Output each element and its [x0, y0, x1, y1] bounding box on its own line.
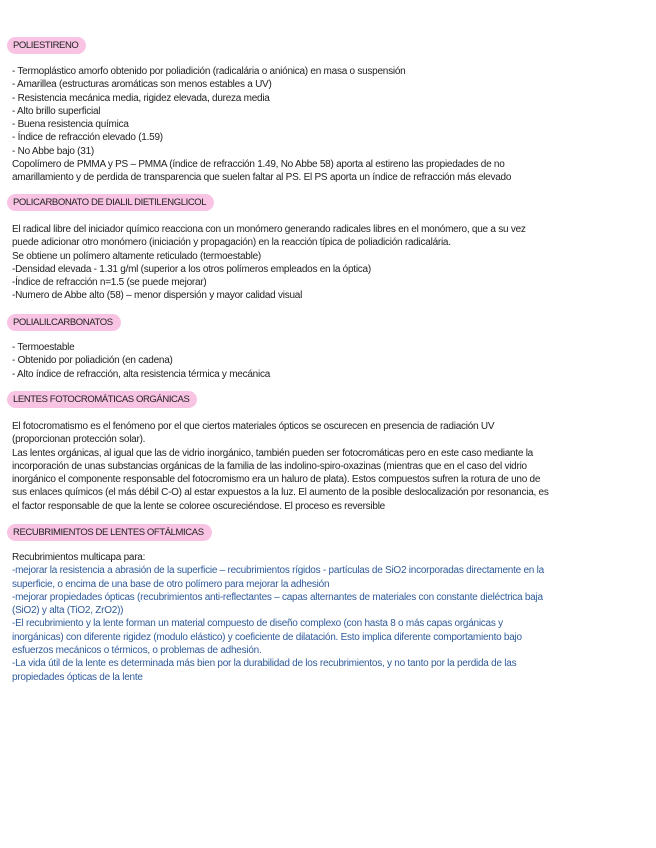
text-line: -La vida útil de la lente es determinada más bien por la durabilidad de los recubrimientos, y no tanto por la perdida de las [12, 658, 517, 670]
section-poliestireno [12, 65, 642, 185]
text-line: esfuerzos mecánicos o térmicos, o problemas de adhesión. [12, 645, 262, 657]
text-line: - Alto índice de refracción, alta resistencia térmica y mecánica [12, 368, 271, 380]
section-fotocromaticas [12, 420, 642, 513]
text-line: (proporcionan protección solar). [12, 434, 146, 446]
text-line: - Índice de refracción elevado (1.59) [12, 132, 163, 144]
text-line: El fotocromatismo es el fenómeno por el que ciertos materiales ópticos se oscurecen en presencia de radiación UV [12, 421, 495, 432]
text-line: propiedades ópticas de la lente [12, 671, 143, 683]
text-line: - Resistencia mecánica media, rigidez elevada, dureza media [12, 92, 270, 104]
section-polialilcarbonatos [12, 341, 642, 381]
heading-policarbonato: POLICARBONATO DE DIALIL DIETILENGLICOL [7, 194, 214, 211]
text-line: -Índice de refracción n=1.5 (se puede mejorar) [12, 277, 207, 289]
heading-poliestireno: POLIESTIRENO [7, 37, 86, 54]
text-line: Recubrimientos multicapa para: [12, 552, 146, 563]
text-line: superficie, o encima de una base de otro polímero para mejorar la adhesión [12, 578, 330, 590]
text-line: -mejorar propiedades ópticas (recubrimientos anti-reflectantes – capas alternantes de materiales con constante dieléctrica baja [12, 591, 543, 603]
heading-polialilcarbonatos: POLIALILCARBONATOS [7, 314, 121, 331]
section-policarbonato [12, 223, 642, 303]
section-recubrimientos [12, 551, 642, 684]
text-line: El radical libre del iniciador químico reacciona con un monómero generando radicales libres en el monómero, que a su vez [12, 224, 526, 235]
text-line: Las lentes orgánicas, al igual que las de vidrio inorgánico, también pueden ser fotocromáticas pero en este caso mediante la [12, 447, 533, 459]
heading-recubrimientos: RECUBRIMIENTOS DE LENTES OFTÁLMICAS [7, 524, 212, 541]
text-line: - Alto brillo superficial [12, 105, 101, 117]
text-line: - No Abbe bajo (31) [12, 145, 94, 157]
text-line: inorgánicas) con diferente rigidez (modulo elástico) y coeficiente de dilatación. Esto implica diferente comportamiento bajo [12, 631, 522, 643]
text-line: el factor responsable de que la lente se coloree oscureciéndose. El proceso es reversible [12, 500, 385, 512]
text-line: - Buena resistencia química [12, 119, 129, 131]
text-line: -mejorar la resistencia a abrasión de la superficie – recubrimientos rígidos - partículas de SiO2 incorporadas directamente en la [12, 565, 544, 577]
text-line: - Obtenido por poliadición (en cadena) [12, 355, 173, 367]
text-line: inorgánico el componente responsable del fotocromismo era un haluro de plata). Estos compuestos sufren la rotura de uno de [12, 474, 541, 486]
text-line: - Amarillea (estructuras aromáticas son menos estables a UV) [12, 79, 272, 91]
text-line: -Densidad elevada - 1.31 g/ml (superior a los otros polímeros empleados en la óptica) [12, 263, 371, 275]
text-line: Se obtiene un polímero altamente reticulado (termoestable) [12, 250, 261, 262]
heading-fotocromaticas: LENTES FOTOCROMÁTICAS ORGÁNICAS [7, 391, 197, 408]
text-line: amarillamiento y de perdida de transparencia que suelen faltar al PS. El PS aporta un índice de refracción más elevado [12, 172, 512, 184]
text-line: (SiO2) y alta (TiO2, ZrO2)) [12, 605, 124, 617]
text-line: sus enlaces químicos (el más débil C-O) al estar expuestos a la luz. El aumento de la posible deslocalización por resonancia, es [12, 487, 549, 499]
text-line: - Termoplástico amorfo obtenido por poliadición (radicalária o aniónica) en masa o suspensión [12, 66, 406, 77]
text-line: - Termoestable [12, 342, 75, 353]
text-line: -Numero de Abbe alto (58) – menor dispersión y mayor calidad visual [12, 290, 303, 302]
text-line: puede adicionar otro monómero (iniciación y propagación) en la reacción típica de poliadición radicalária. [12, 237, 451, 249]
text-line: -El recubrimiento y la lente forman un material compuesto de diseño complexo (con hasta 8 o más capas orgánicas y [12, 618, 503, 630]
text-line: incorporación de unas substancias orgánicas de la familia de las indolino-spiro-oxazinas (mientras que en el caso del vidrio [12, 460, 527, 472]
text-line: Copolímero de PMMA y PS – PMMA (índice de refracción 1.49, No Abbe 58) aporta al estireno las propiedades de no [12, 159, 505, 171]
